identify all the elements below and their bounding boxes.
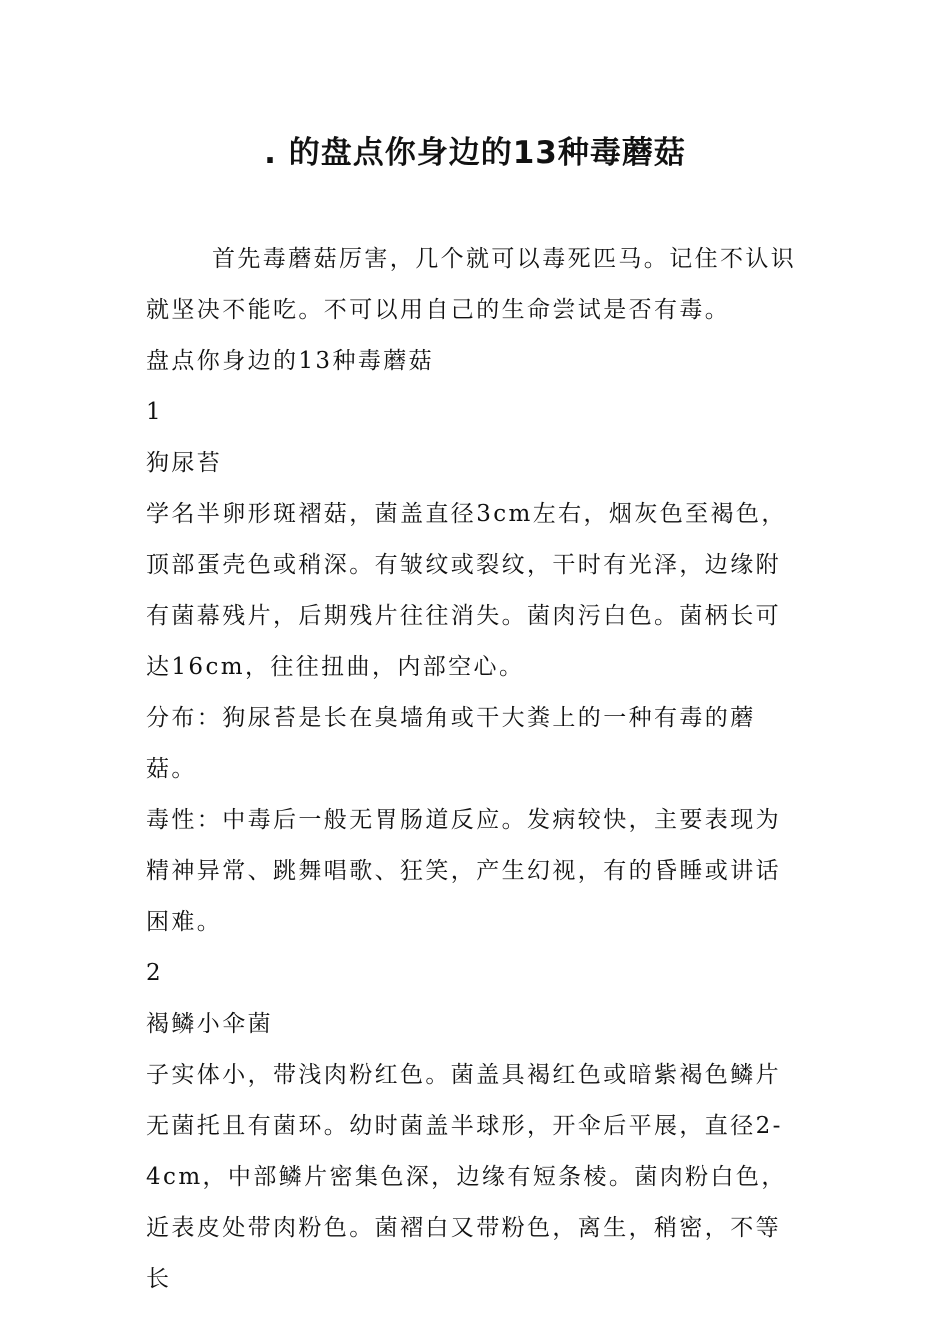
item-description-1: 学名半卵形斑褶菇，菌盖直径3cm左右，烟灰色至褐色，顶部蛋壳色或稍深。有皱纹或裂纹，干时有光泽，边缘附有菌幕残片，后期残片往往消失。菌肉污白色。菌柄长可达16cm，往往扭曲，内部空心。 xyxy=(146,501,787,680)
item-distribution-1: 分布：狗尿苔是长在臭墙角或干大粪上的一种有毒的蘑菇。 xyxy=(146,705,756,782)
item-number-1: 1 xyxy=(146,399,164,425)
document-title: . 的盘点你身边的13种毒蘑菇 xyxy=(264,135,686,171)
item-name-1: 狗尿苔 xyxy=(146,450,223,476)
document-body xyxy=(146,234,806,1305)
item-description-2: 子实体小，带浅肉粉红色。菌盖具褐红色或暗紫褐色鳞片无菌托且有菌环。幼时菌盖半球形，开伞后平展，直径2-4cm，中部鳞片密集色深，边缘有短条棱。菌肉粉白色，近表皮处带肉粉色。菌褶白又带粉色，离生，稍密，不等长 xyxy=(146,1062,787,1292)
item-name-2: 褐鳞小伞菌 xyxy=(146,1011,273,1037)
intro-paragraph: 首先毒蘑菇厉害，几个就可以毒死匹马。记住不认识就坚决不能吃。不可以用自己的生命尝试是否有毒。 xyxy=(146,246,797,323)
section-heading: 盘点你身边的13种毒蘑菇 xyxy=(146,348,435,374)
item-toxicity-1: 毒性：中毒后一般无胃肠道反应。发病较快，主要表现为精神异常、跳舞唱歌、狂笑，产生幻视，有的昏睡或讲话困难。 xyxy=(146,807,781,935)
item-number-2: 2 xyxy=(146,960,164,986)
